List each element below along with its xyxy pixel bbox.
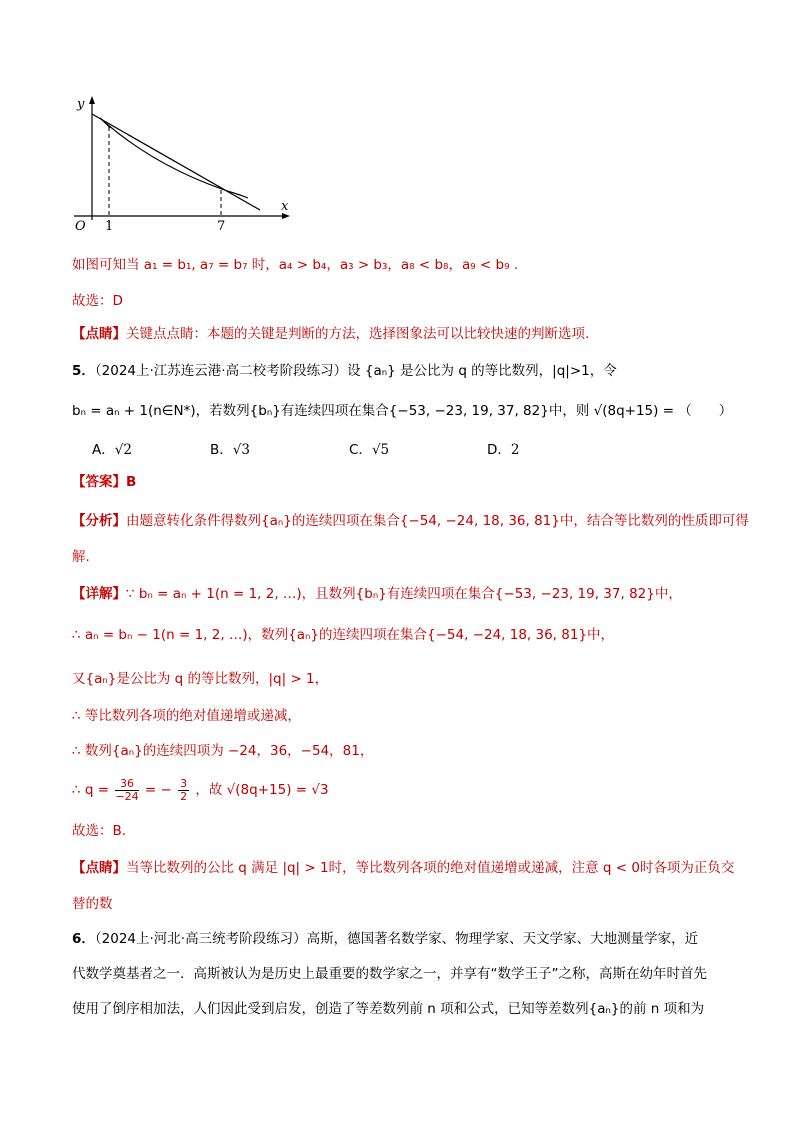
fraction-36-over-neg24: [115, 778, 138, 803]
q4-comment-text: 关键点点睛：本题的关键是判断的方法，选择图象法可以比较快速的判断选项.: [126, 326, 590, 342]
q5-stem: [72, 362, 617, 380]
q5-option-b-value: √3: [232, 442, 250, 458]
fraction-denominator: 2: [180, 789, 188, 803]
q5-detail-line1: ∵ bₙ = aₙ + 1(n = 1, 2, …)，且数列{bₙ}有连续四项在集合{−53, −23, 19, 37, 82}中，: [126, 586, 682, 602]
q5-detail-line5: ∴ 数列{aₙ}的连续四项为 −24，36，−54，81，: [72, 743, 374, 759]
q5-comment: [72, 859, 734, 877]
fraction-3-over-2: [178, 778, 189, 803]
q5-analysis: [72, 512, 749, 530]
q5-option-c: [349, 441, 389, 459]
origin-label: O: [75, 219, 86, 232]
q5-source: （2024上·江苏连云港·高二校考阶段练习）: [94, 363, 348, 379]
exponential-curve: [100, 118, 248, 198]
q5-option-b-label: B．: [210, 442, 233, 458]
graph-caption: 如图可知当 a₁ = b₁, a₇ = b₇ 时，a₄ > b₄，a₃ > b₃，a₈ < b₈，a₉ < b₉ .: [72, 257, 519, 273]
q5-option-c-label: C．: [349, 442, 372, 458]
q6-number: 6．: [72, 931, 95, 947]
q6-source: （2024上·河北·高三统考阶段练习）: [94, 931, 307, 947]
q5-detail-line4: ∴ 等比数列各项的绝对值递增或递减，: [72, 708, 301, 724]
q5-q-suffix: ，故 √(8q+15) = √3: [195, 782, 329, 798]
straight-line: [92, 114, 260, 210]
q5-eq-mid: = −: [144, 782, 172, 798]
q5-detail-line2: ∴ aₙ = bₙ − 1(n = 1, 2, …)，数列{aₙ}的连续四项在集合{−54, −24, 18, 36, 81}中，: [72, 627, 615, 643]
q5-comment-line2: 替的数: [72, 896, 113, 912]
function-graph: [68, 92, 298, 232]
y-axis-arrow: [89, 96, 95, 104]
q5-answer-tag: 【答案】: [72, 474, 126, 490]
q5-detail-line3: 又{aₙ}是公比为 q 的等比数列，|q| > 1，: [72, 671, 329, 687]
q5-option-d: [487, 441, 520, 459]
x-label: x: [281, 199, 289, 214]
q5-choose: 故选：B.: [72, 823, 127, 839]
q5-option-a: [92, 441, 132, 459]
q5-stem-line2: bₙ = aₙ + 1(n∈N*)，若数列{bₙ}有连续四项在集合{−53, −23, 19, 37, 82}中，则 √(8q+15) = （ ）: [72, 403, 733, 419]
q5-option-b: [210, 441, 250, 459]
q5-stem-line1: 设 {aₙ} 是公比为 q 的等比数列，|q|>1，令: [347, 363, 617, 379]
q5-option-d-label: D．: [487, 442, 511, 458]
q5-comment-tag: 【点睛】: [72, 860, 126, 876]
q6-line3: 使用了倒序相加法，人们因此受到启发，创造了等差数列前 n 项和公式，已知等差数列{aₙ}的前 n 项和为: [72, 1001, 705, 1017]
q5-number: 5．: [72, 363, 95, 379]
q4-comment: [72, 325, 589, 343]
fraction-numerator: 3: [180, 776, 188, 790]
q5-option-a-value: √2: [114, 442, 132, 458]
q6-line1: 高斯，德国著名数学家、物理学家、天文学家、大地测量学家，近: [306, 931, 699, 947]
q5-option-a-label: A．: [92, 442, 115, 458]
q5-comment-line1: 当等比数列的公比 q 满足 |q| > 1时，等比数列各项的绝对值递增或递减，注意 q < 0时各项为正负交: [126, 860, 735, 876]
q5-q-prefix: ∴ q =: [72, 782, 110, 798]
q4-comment-tag: 【点睛】: [72, 326, 126, 342]
q6-line2: 代数学奠基者之一．高斯被认为是历史上最重要的数学家之一，并享有“数学王子”之称，高斯在幼年时首先: [72, 966, 707, 982]
q5-option-d-value: 2: [510, 442, 520, 458]
q5-option-c-value: √5: [371, 442, 390, 458]
fraction-denominator: −24: [115, 789, 139, 803]
y-label: y: [77, 97, 85, 112]
q6-stem: [72, 930, 698, 948]
fraction-numerator: 36: [115, 778, 138, 791]
tick-7-label: 7: [217, 219, 226, 232]
q5-detail-tag: 【详解】: [72, 586, 126, 602]
q5-detail: [72, 585, 682, 603]
q5-analysis-tag: 【分析】: [72, 513, 126, 529]
q5-analysis-line1: 由题意转化条件得数列{aₙ}的连续四项在集合{−54, −24, 18, 36, 81}中，结合等比数列的性质即可得: [126, 513, 749, 529]
q5-detail-line6: [72, 774, 329, 806]
q4-answer: 故选：D: [72, 293, 123, 309]
q5-answer: [72, 473, 136, 491]
q5-answer-value: B: [126, 474, 137, 490]
q5-analysis-line2: 解.: [72, 549, 90, 565]
tick-1-label: 1: [105, 219, 114, 232]
